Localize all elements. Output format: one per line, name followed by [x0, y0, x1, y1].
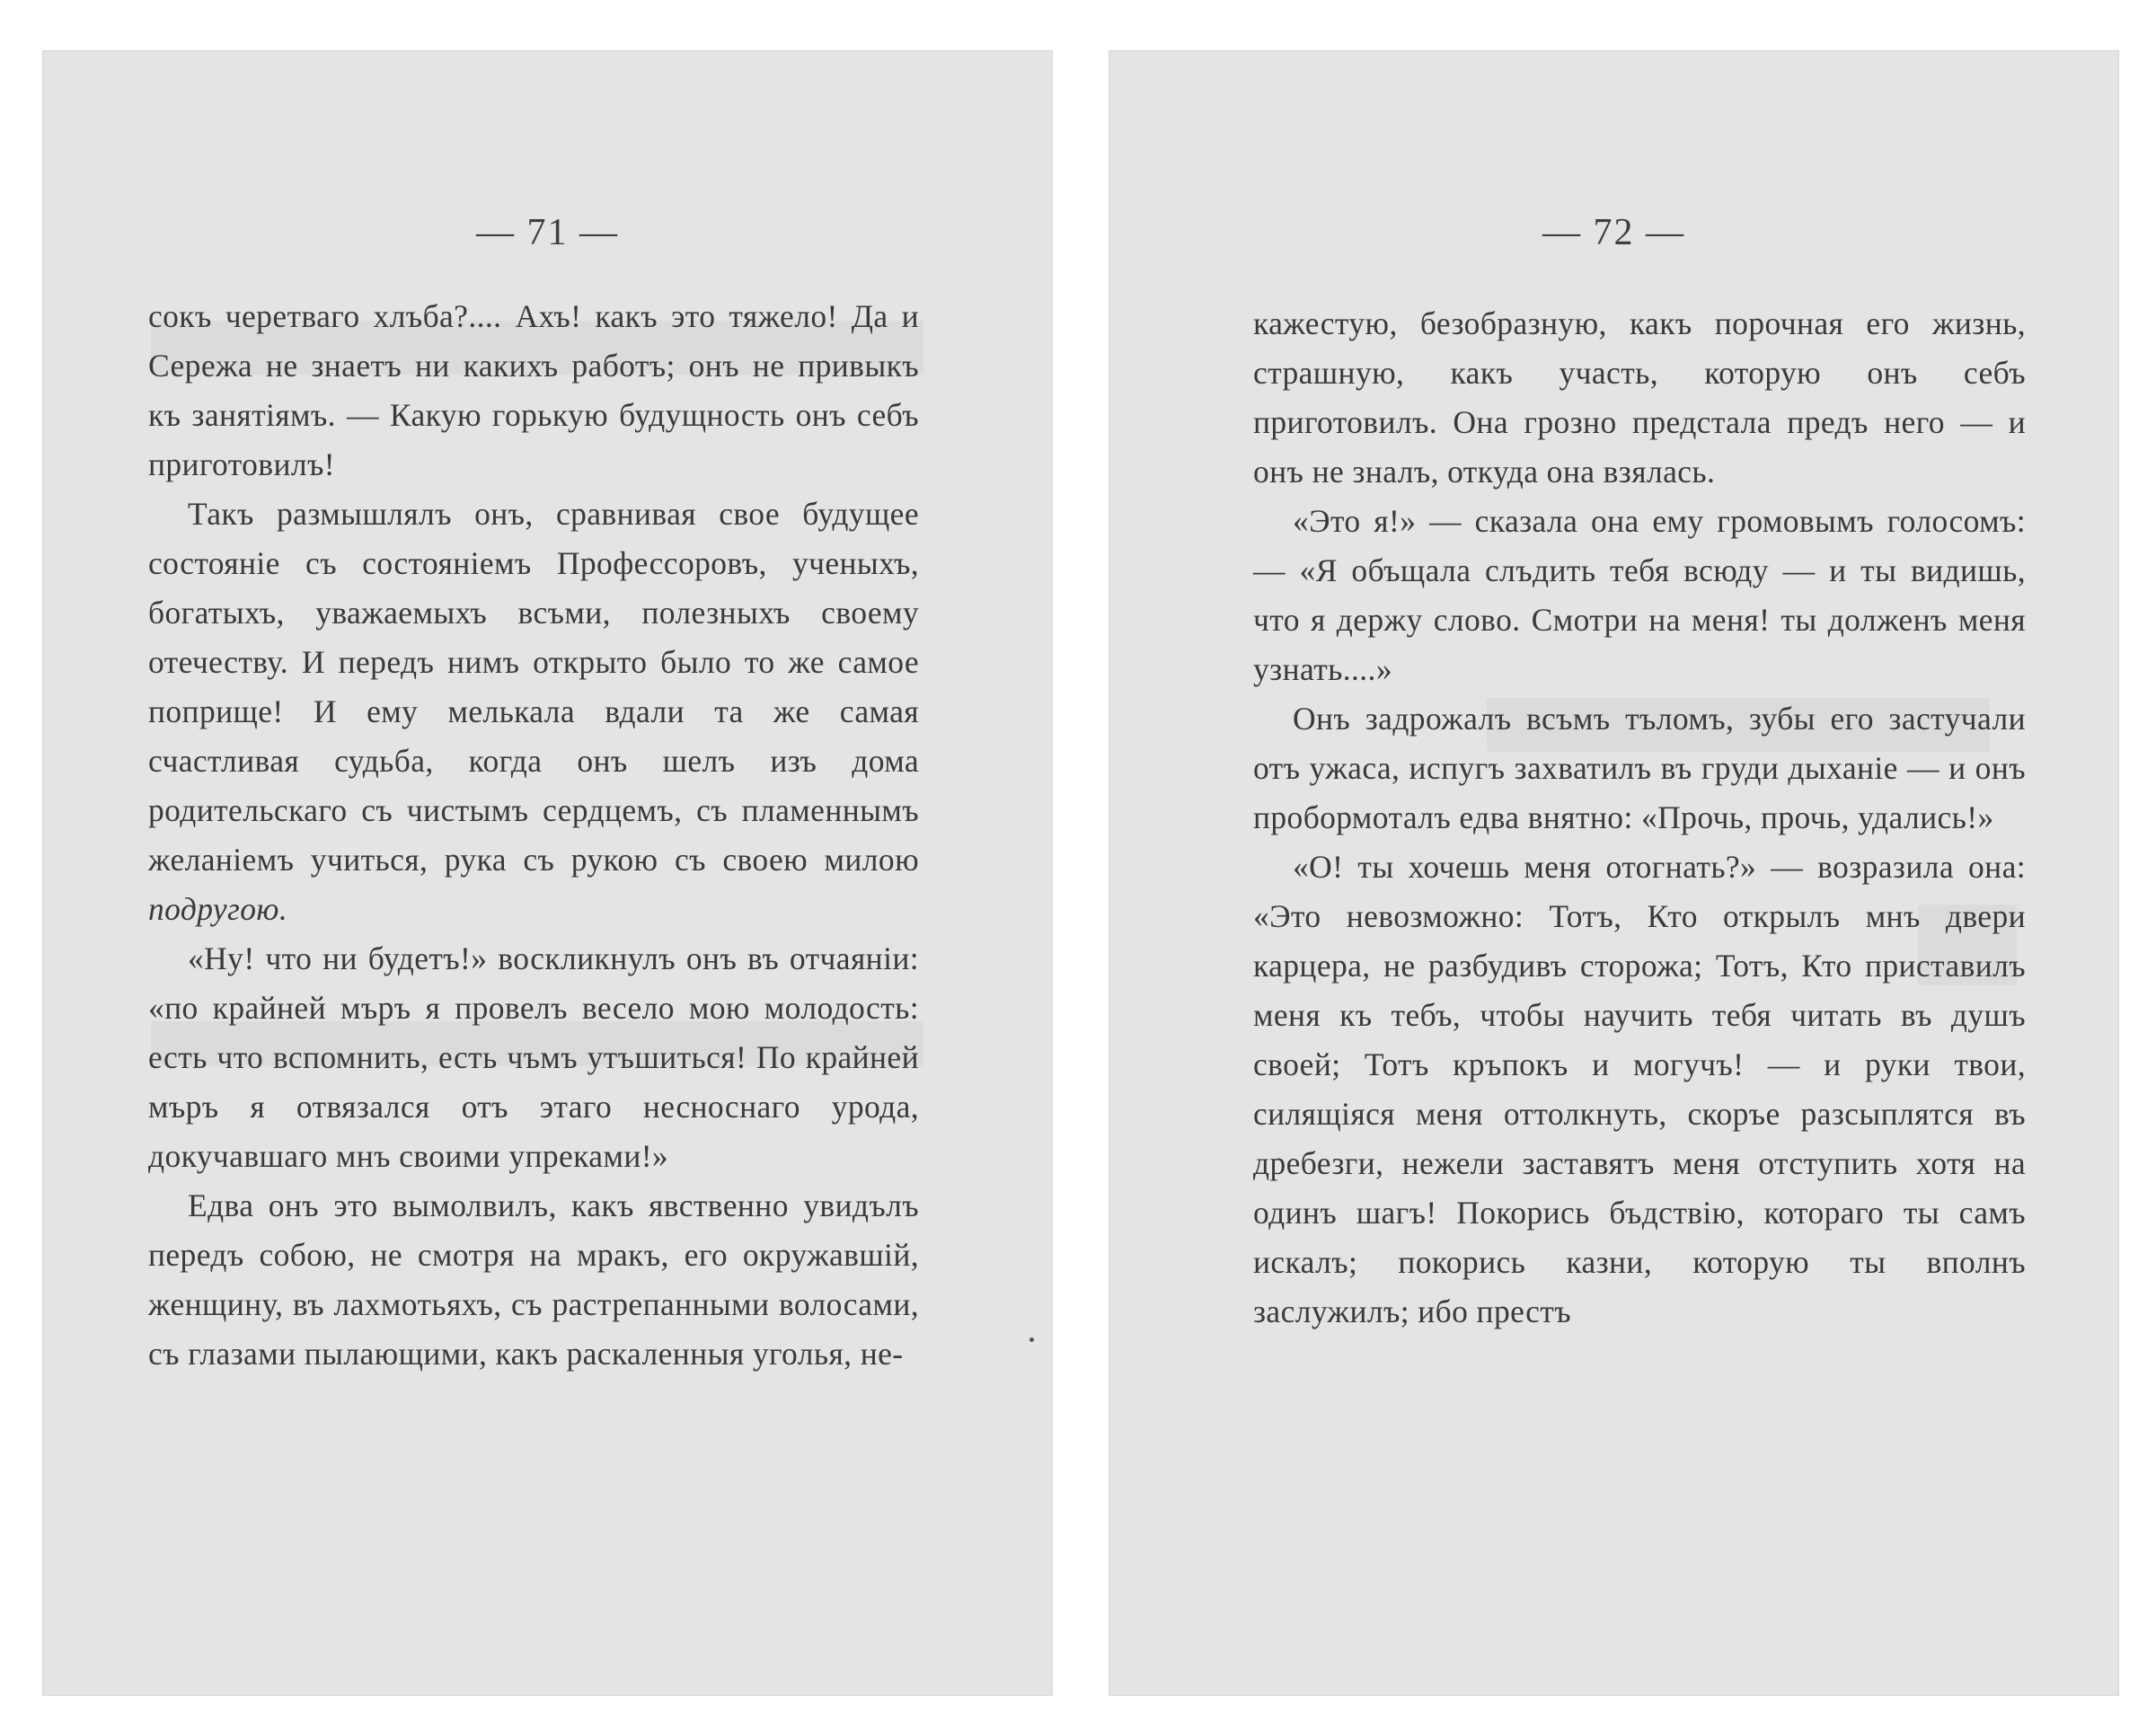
paragraph: Едва онъ это вымолвилъ, какъ явственно увидълъ передъ собою, не смотря на мракъ, его окружавшій, женщину, въ лахмотьяхъ, съ растрепанными волосами, съ глазами пылающими, какъ раскаленныя уголья, не-	[148, 1187, 919, 1372]
paragraph: «Ну! что ни будетъ!» воскликнулъ онъ въ отчаяніи: «по крайней мъръ я провелъ весело мою молодость: есть что вспомнить, есть чъмъ утъшиться! По крайней мъръ я отвязался отъ этаго несноснаго урода, докучавшаго мнъ своими упреками!»	[148, 940, 919, 1174]
paragraph: Онъ задрожалъ всъмъ тъломъ, зубы его застучали отъ ужаса, испугъ захватилъ въ груди дыханіе — и онъ пробормоталъ едва внятно: «Прочь, прочь, удались!»	[1253, 701, 2026, 835]
page-72	[1109, 50, 2119, 1696]
paragraph	[148, 490, 919, 934]
page-number: — 71 —	[476, 212, 619, 253]
paper-speck	[1029, 1337, 1034, 1342]
paragraph-text: Такъ размышлялъ онъ, сравнивая свое будущее состояніе съ состояніемъ Профессоровъ, ученыхъ, богатыхъ, уважаемыхъ всъми, полезныхъ своему отечеству. И передъ нимъ открыто было то же самое поприще! И ему мелькала вдали та же самая счастливая судьба, когда онъ шелъ изъ дома родительскаго съ чистымъ сердцемъ, съ пламеннымъ желаніемъ учиться, рука съ рукою съ своею милою	[148, 496, 919, 878]
page-71	[42, 50, 1053, 1696]
paragraph: «О! ты хочешь меня отогнать?» — возразила она: «Это невозможно: Тотъ, Кто открылъ мнъ двери карцера, не разбудивъ сторожа; Тотъ, Кто приставилъ меня къ тебъ, чтобы научить тебя читать въ душъ своей; Тотъ кръпокъ и могучъ! — и руки твои, силящіяся меня оттолкнуть, скоръе разсыплятся въ дребезги, нежели заставятъ меня отступить хотя на одинъ шагъ! Покорись бъдствію, котораго ты самъ искалъ; покорись казни, которую ты вполнъ заслужилъ; ибо престъ	[1253, 849, 2026, 1329]
page-text	[1253, 299, 2026, 1337]
italic-word: подругою.	[148, 891, 288, 927]
paragraph: «Это я!» — сказала она ему громовымъ голосомъ: — «Я объщала слъдить тебя всюду — и ты видишь, что я держу слово. Смотри на меня! ты долженъ меня узнать....»	[1253, 503, 2026, 687]
page-number: — 72 —	[1542, 212, 1685, 253]
page-text	[148, 292, 919, 1379]
paragraph: сокъ черетваго хлъба?.... Ахъ! какъ это тяжело! Да и Сережа не знаетъ ни какихъ работъ; онъ не привыкъ къ занятіямъ. — Какую горькую будущность онъ себъ приготовилъ!	[148, 298, 919, 482]
paragraph: кажестую, безобразную, какъ порочная его жизнь, страшную, какъ участь, которую онъ себъ приготовилъ. Она грозно предстала предъ него — и онъ не зналъ, откуда она взялась.	[1253, 305, 2026, 490]
